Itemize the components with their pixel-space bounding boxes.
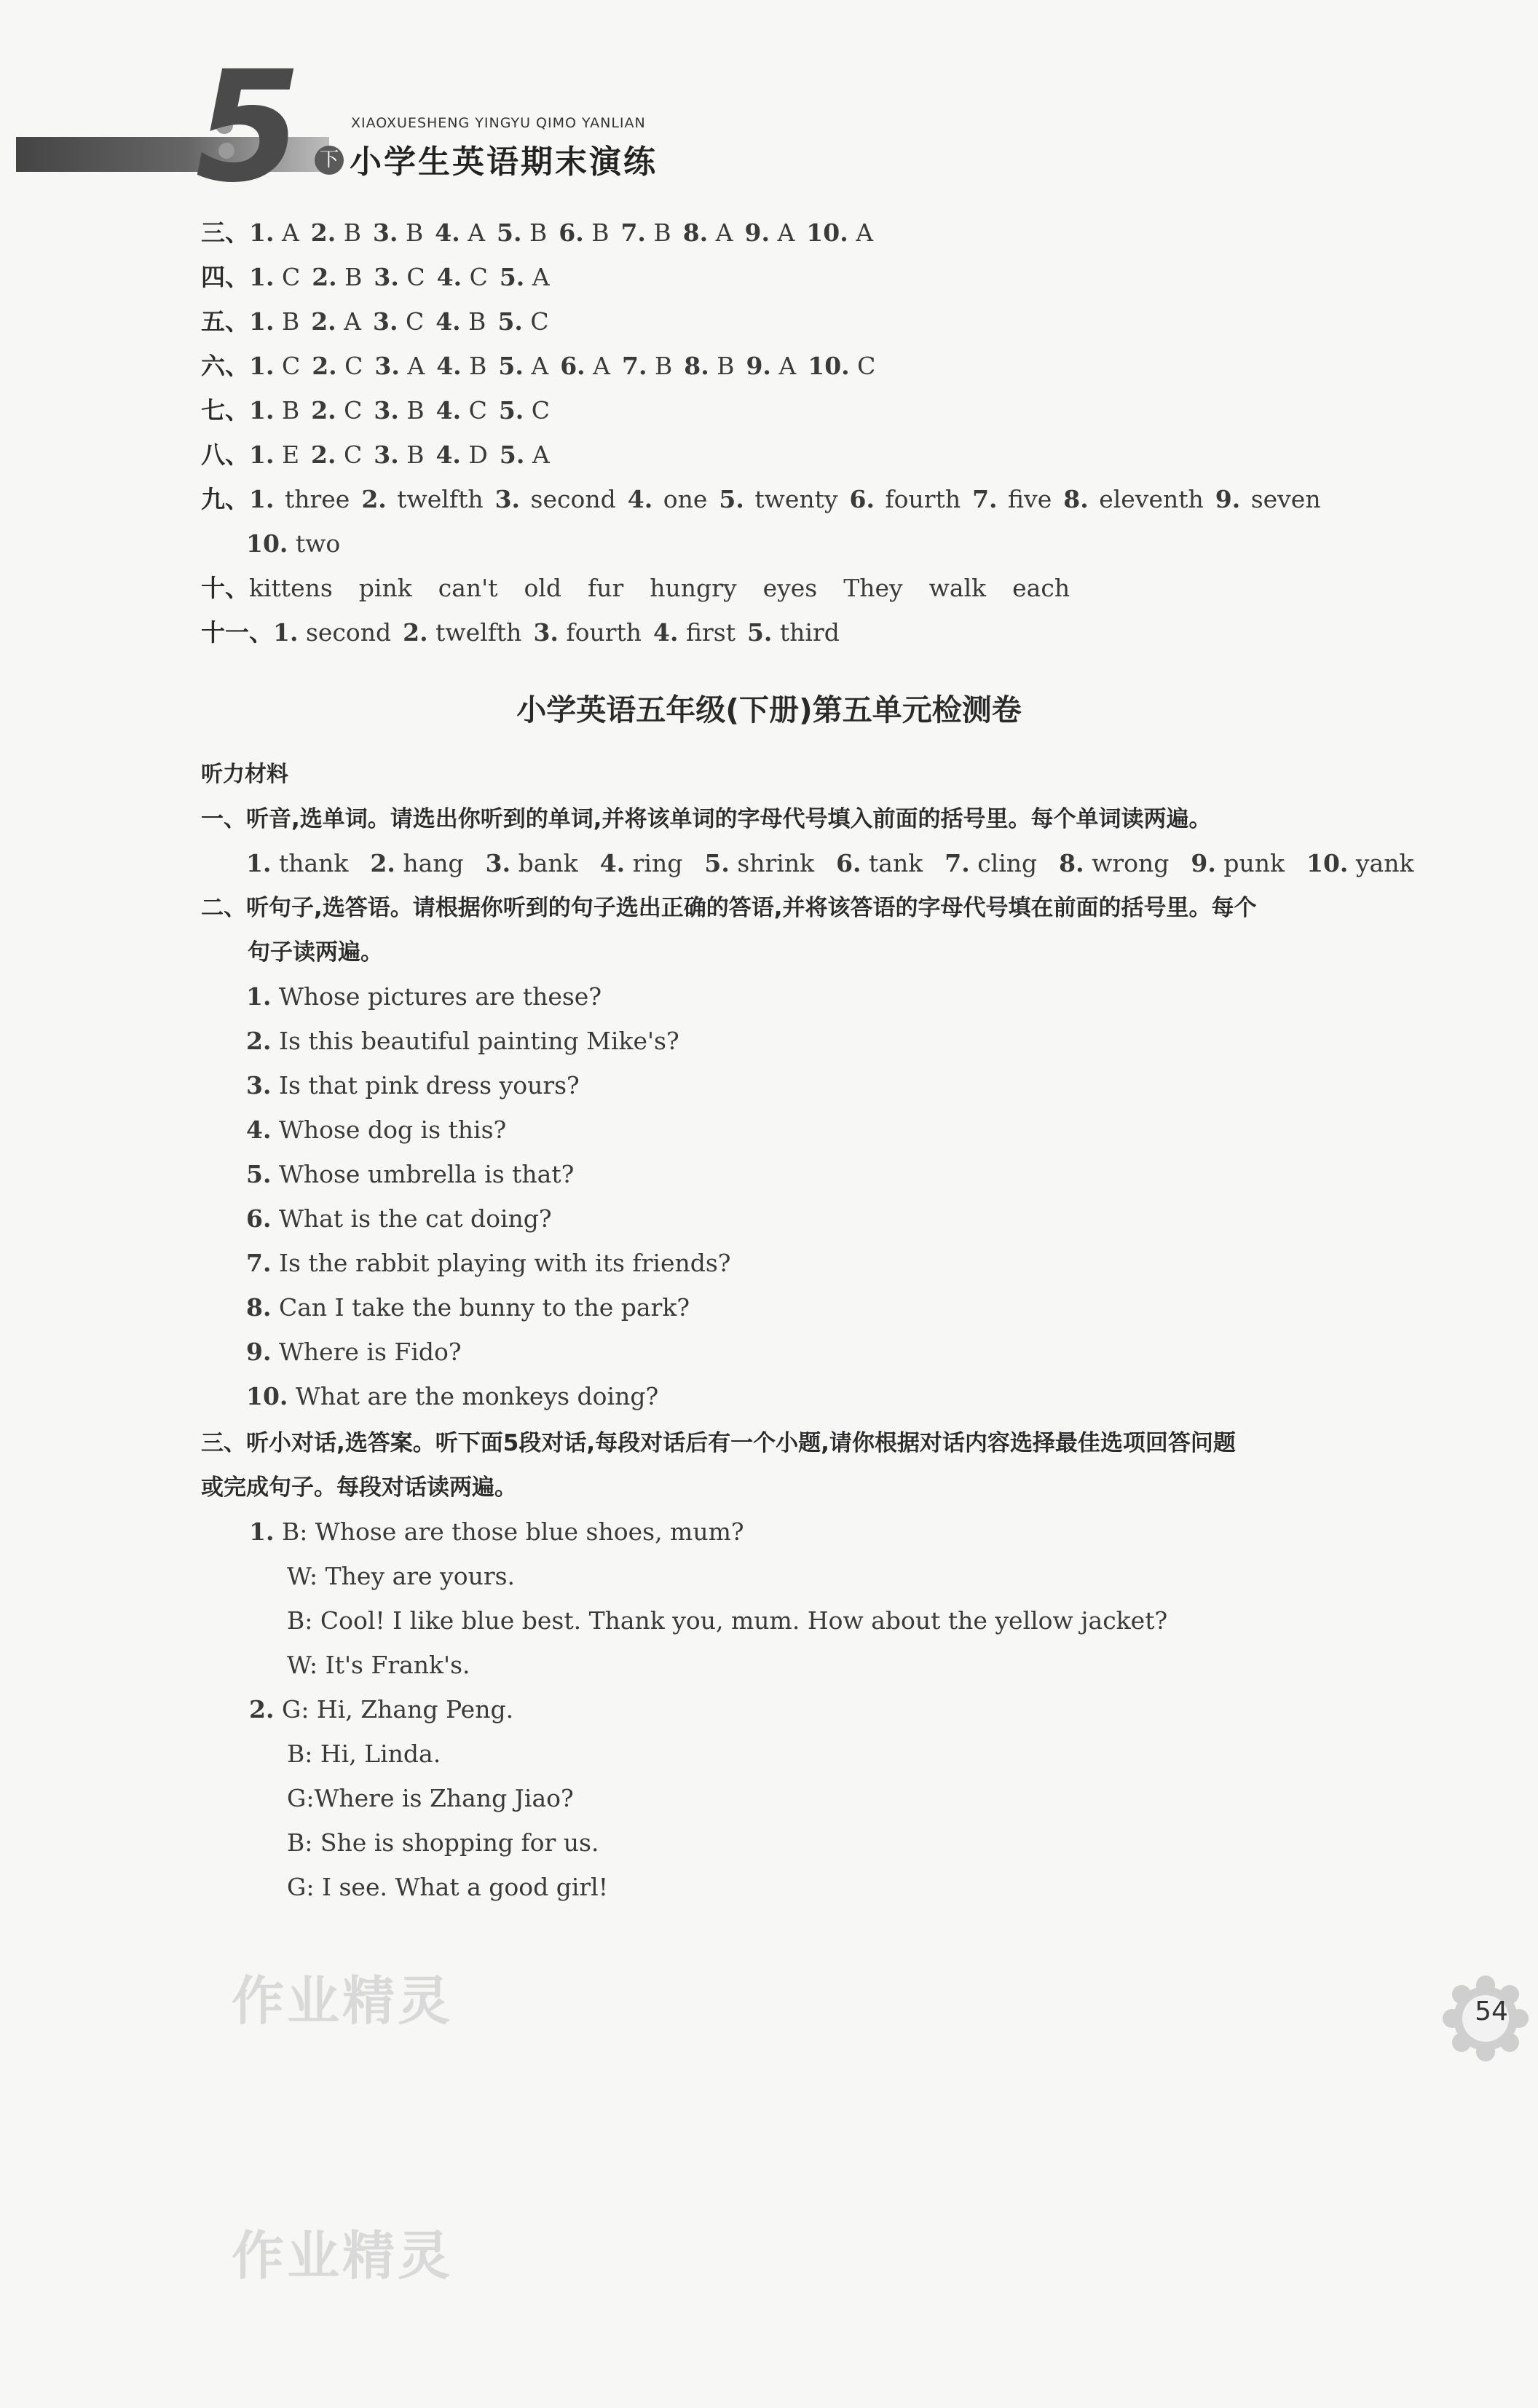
- answer-word: can't: [438, 574, 498, 602]
- answer-number: 8.: [682, 218, 709, 247]
- item-word: thank: [278, 849, 349, 877]
- answer-value: D: [468, 441, 488, 469]
- answer-value: A: [532, 441, 550, 469]
- answer-number: 5.: [746, 618, 773, 647]
- answer-value: B: [405, 218, 424, 247]
- sentence-item: [246, 1292, 690, 1324]
- dialogue-line: [287, 1783, 574, 1815]
- answer-value: two: [295, 529, 341, 558]
- item-number: 6.: [246, 1204, 272, 1233]
- answer-row: [201, 395, 550, 427]
- part3-instruction-line1: 三、听小对话,选答案。听下面5段对话,每段对话后有一个小题,请你根据对话内容选择最佳选项回答问题: [201, 1430, 1236, 1456]
- dialogue-number: 1.: [249, 1517, 275, 1546]
- answer-number: 4.: [653, 618, 679, 647]
- item-number: 7.: [945, 849, 970, 877]
- item-number: 5.: [704, 849, 730, 877]
- answer-word: old: [524, 574, 562, 602]
- answer-row: [201, 350, 875, 382]
- header-volume-mark: 下: [315, 146, 344, 175]
- item-number: 4.: [599, 849, 626, 877]
- answer-value: B: [653, 218, 671, 247]
- answer-value: second: [305, 618, 392, 647]
- sentence-item: [246, 1158, 574, 1191]
- answer-number: 4.: [627, 485, 653, 513]
- answer-value: B: [343, 218, 362, 247]
- answer-number: 5.: [498, 352, 524, 380]
- listening-heading: 听力材料: [201, 762, 288, 787]
- dialogue-text: G: Hi, Zhang Peng.: [281, 1695, 514, 1724]
- dialogue-text: B: Hi, Linda.: [287, 1740, 441, 1768]
- answer-number: 9.: [744, 218, 770, 247]
- answer-number: 4.: [436, 352, 462, 380]
- item-number: 8.: [1059, 849, 1084, 877]
- answer-section-label: 十、: [201, 574, 249, 602]
- answer-number: 5.: [499, 441, 525, 469]
- answer-value: C: [344, 441, 363, 469]
- item-sentence: Is the rabbit playing with its friends?: [278, 1249, 731, 1277]
- answer-value: C: [281, 263, 301, 291]
- watermark: 作业精灵: [232, 1970, 454, 2032]
- answer-section-label: 七、: [201, 396, 249, 425]
- answer-number: 3.: [373, 218, 398, 247]
- header-title: 小学生英语期末演练: [350, 143, 658, 181]
- answer-number: 2.: [361, 485, 387, 513]
- answer-value: B: [406, 396, 425, 425]
- answer-word: pink: [358, 574, 412, 602]
- answer-row: [201, 483, 1321, 516]
- answer-number: 1.: [249, 307, 275, 336]
- answer-number: 4.: [435, 396, 462, 425]
- answer-value: C: [468, 396, 487, 425]
- sentence-item: [246, 1114, 506, 1146]
- answer-value: twelfth: [435, 618, 522, 647]
- answer-number: 3.: [374, 352, 400, 380]
- dialogue-line: [249, 1694, 513, 1726]
- dialogue-line: [287, 1871, 608, 1903]
- answer-value: B: [529, 218, 548, 247]
- answer-number: 10.: [806, 218, 848, 247]
- item-word: shrink: [737, 849, 815, 877]
- part1-instruction: 一、听音,选单词。请选出你听到的单词,并将该单词的字母代号填入前面的括号里。每个单词读两遍。: [201, 806, 1212, 832]
- answer-value: B: [469, 352, 487, 380]
- item-word: yank: [1355, 849, 1414, 877]
- dialogue-line: [287, 1560, 515, 1592]
- answer-number: 8.: [684, 352, 709, 380]
- answer-number: 2.: [311, 396, 336, 425]
- answer-value: A: [715, 218, 733, 247]
- item-number: 3.: [485, 849, 511, 877]
- answer-word: hungry: [650, 574, 737, 602]
- sentence-item: [246, 1025, 679, 1057]
- item-word: tank: [869, 849, 923, 877]
- answer-number: 3.: [374, 396, 399, 425]
- answer-row: [201, 261, 550, 293]
- answer-section-label: 九、: [201, 485, 249, 513]
- item-number: 9.: [1191, 849, 1216, 877]
- answer-value: five: [1008, 485, 1052, 513]
- answer-number: 10.: [246, 529, 288, 558]
- page-number: 54: [1475, 1997, 1508, 2026]
- dialogue-number: 2.: [249, 1695, 275, 1724]
- item-number: 5.: [246, 1160, 272, 1188]
- dialogue-text: W: It's Frank's.: [287, 1651, 470, 1679]
- item-number: 2.: [370, 849, 395, 877]
- part2-instruction-line2: 句子读两遍。: [248, 939, 383, 966]
- answer-number: 3.: [374, 263, 399, 291]
- item-number: 2.: [246, 1027, 272, 1055]
- answer-number: 9.: [746, 352, 771, 380]
- answer-number: 2.: [310, 218, 336, 247]
- answer-number: 6.: [559, 218, 584, 247]
- item-sentence: Whose pictures are these?: [278, 982, 602, 1011]
- item-word: ring: [632, 849, 683, 877]
- answer-number: 2.: [311, 307, 336, 336]
- answer-value: A: [777, 218, 795, 247]
- item-number: 10.: [246, 1382, 288, 1410]
- answer-number: 2.: [312, 263, 337, 291]
- answer-number: 1.: [249, 218, 275, 247]
- section-title: 小学英语五年级(下册)第五单元检测卷: [516, 692, 1022, 727]
- answer-word: eyes: [762, 574, 818, 602]
- item-number: 6.: [836, 849, 861, 877]
- item-word: cling: [977, 849, 1038, 877]
- item-number: 1.: [246, 849, 272, 877]
- answer-word: walk: [928, 574, 987, 602]
- answer-value: A: [531, 352, 549, 380]
- item-sentence: Is this beautiful painting Mike's?: [278, 1027, 679, 1055]
- answer-value: C: [857, 352, 876, 380]
- item-sentence: Is that pink dress yours?: [278, 1071, 580, 1100]
- answer-number: 2.: [403, 618, 428, 647]
- answer-value: C: [344, 352, 363, 380]
- answer-value: first: [685, 618, 736, 647]
- dialogue-text: B: Whose are those blue shoes, mum?: [281, 1517, 744, 1546]
- answer-number: 6.: [849, 485, 875, 513]
- dialogue-text: W: They are yours.: [287, 1562, 516, 1590]
- answer-section-label: 五、: [201, 307, 249, 336]
- sentence-item: [246, 1070, 580, 1102]
- answer-value: A: [468, 218, 486, 247]
- answer-number: 7.: [620, 218, 646, 247]
- item-sentence: Whose dog is this?: [278, 1116, 507, 1144]
- answer-value: C: [406, 263, 425, 291]
- answer-section-label: 六、: [201, 352, 249, 380]
- answer-number: 5.: [497, 218, 522, 247]
- answer-value: twelfth: [397, 485, 484, 513]
- answer-row: [201, 217, 873, 249]
- answer-number: 4.: [435, 307, 461, 336]
- answer-number: 5.: [719, 485, 744, 513]
- answer-number: 1.: [273, 618, 299, 647]
- answer-value: twenty: [754, 485, 838, 513]
- item-word: punk: [1223, 849, 1285, 877]
- answer-number: 2.: [312, 352, 337, 380]
- answer-row: [201, 439, 550, 471]
- answer-value: C: [531, 396, 551, 425]
- answer-value: C: [530, 307, 549, 336]
- answer-number: 3.: [494, 485, 521, 513]
- answer-number: 8.: [1063, 485, 1089, 513]
- answer-value: A: [778, 352, 797, 380]
- answer-number: 5.: [499, 263, 525, 291]
- answer-section-label: 八、: [201, 441, 249, 469]
- answer-value: B: [468, 307, 486, 336]
- answer-value: A: [344, 307, 362, 336]
- answer-row: [201, 306, 549, 338]
- answer-value: C: [281, 352, 301, 380]
- dialogue-text: G:Where is Zhang Jiao?: [287, 1784, 574, 1812]
- answer-word: each: [1012, 574, 1070, 602]
- sentence-item: [246, 1381, 658, 1413]
- sentence-item: [246, 981, 602, 1013]
- answer-section-label: 四、: [201, 263, 249, 291]
- answer-value: E: [281, 441, 300, 469]
- answer-value: B: [281, 307, 300, 336]
- answer-number: 3.: [373, 307, 398, 336]
- answer-section-label: 十一、: [201, 618, 273, 647]
- sentence-item: [246, 1247, 731, 1279]
- answer-value: B: [281, 396, 300, 425]
- answer-number: 3.: [374, 441, 399, 469]
- answer-value: eleventh: [1099, 485, 1204, 513]
- answer-value: one: [663, 485, 708, 513]
- answer-number: 1.: [249, 263, 275, 291]
- answer-number: 1.: [249, 352, 275, 380]
- item-word: bank: [518, 849, 578, 877]
- answer-number: 3.: [533, 618, 559, 647]
- watermark: 作业精灵: [232, 2225, 454, 2286]
- item-number: 1.: [246, 982, 272, 1011]
- answer-value: B: [654, 352, 673, 380]
- item-sentence: Where is Fido?: [278, 1338, 462, 1366]
- answer-section-label: 三、: [201, 218, 249, 247]
- dialogue-line: [287, 1649, 470, 1681]
- answer-number: 5.: [498, 396, 524, 425]
- answer-value: A: [281, 218, 299, 247]
- answer-number: 10.: [808, 352, 850, 380]
- sentence-item: [246, 1203, 552, 1235]
- answer-value: fourth: [885, 485, 961, 513]
- answer-value: C: [344, 396, 363, 425]
- answer-number: 4.: [435, 218, 460, 247]
- answer-value: C: [405, 307, 425, 336]
- item-sentence: Can I take the bunny to the park?: [278, 1293, 690, 1322]
- item-number: 3.: [246, 1071, 272, 1100]
- answer-value: B: [406, 441, 425, 469]
- answer-row: [201, 617, 840, 649]
- item-number: 9.: [246, 1338, 272, 1366]
- answer-number: 7.: [972, 485, 998, 513]
- item-word: hang: [403, 849, 464, 877]
- answer-value: fourth: [566, 618, 642, 647]
- item-number: 7.: [246, 1249, 272, 1277]
- item-sentence: What are the monkeys doing?: [295, 1382, 659, 1410]
- dialogue-text: G: I see. What a good girl!: [287, 1873, 608, 1901]
- sentence-item: [246, 1336, 462, 1368]
- answer-value: three: [284, 485, 350, 513]
- header-logo-digit: 5: [195, 38, 302, 216]
- item-word: wrong: [1092, 849, 1170, 877]
- answer-word: kittens: [249, 574, 333, 602]
- answer-value: second: [530, 485, 616, 513]
- answer-row: [246, 528, 340, 560]
- answer-value: B: [717, 352, 735, 380]
- answer-value: A: [407, 352, 425, 380]
- item-number: 10.: [1306, 849, 1349, 877]
- answer-row: [201, 572, 1070, 604]
- answer-number: 2.: [311, 441, 336, 469]
- answer-number: 1.: [249, 485, 275, 513]
- answer-value: B: [344, 263, 363, 291]
- answer-value: B: [591, 218, 610, 247]
- dialogue-line: [287, 1605, 1167, 1637]
- answer-word: They: [843, 574, 903, 602]
- part1-row: [246, 848, 1413, 880]
- answer-number: 7.: [622, 352, 647, 380]
- item-number: 8.: [246, 1293, 272, 1322]
- part3-instruction-line2: 或完成句子。每段对话读两遍。: [201, 1475, 517, 1501]
- answer-value: A: [856, 218, 874, 247]
- dialogue-line: [287, 1738, 441, 1770]
- item-sentence: Whose umbrella is that?: [278, 1160, 575, 1188]
- answer-number: 4.: [435, 441, 461, 469]
- answer-value: A: [532, 263, 550, 291]
- answer-number: 9.: [1215, 485, 1241, 513]
- answer-number: 5.: [497, 307, 523, 336]
- answer-number: 1.: [249, 441, 275, 469]
- dialogue-line: [249, 1516, 744, 1548]
- dialogue-text: B: She is shopping for us.: [287, 1828, 599, 1857]
- dialogue-line: [287, 1827, 599, 1859]
- part2-instruction-line1: 二、听句子,选答语。请根据你听到的句子选出正确的答语,并将该答语的字母代号填在前面的括号里。每个: [201, 895, 1257, 921]
- answer-value: A: [593, 352, 611, 380]
- answer-value: seven: [1250, 485, 1321, 513]
- answer-word: fur: [588, 574, 624, 602]
- answer-number: 4.: [436, 263, 462, 291]
- answer-value: third: [779, 618, 840, 647]
- item-sentence: What is the cat doing?: [278, 1204, 552, 1233]
- header-pinyin: XIAOXUESHENG YINGYU QIMO YANLIAN: [351, 115, 646, 131]
- answer-number: 1.: [249, 396, 275, 425]
- dialogue-text: B: Cool! I like blue best. Thank you, mum. How about the yellow jacket?: [287, 1606, 1168, 1635]
- answer-value: C: [469, 263, 488, 291]
- item-number: 4.: [246, 1116, 272, 1144]
- answer-number: 6.: [560, 352, 585, 380]
